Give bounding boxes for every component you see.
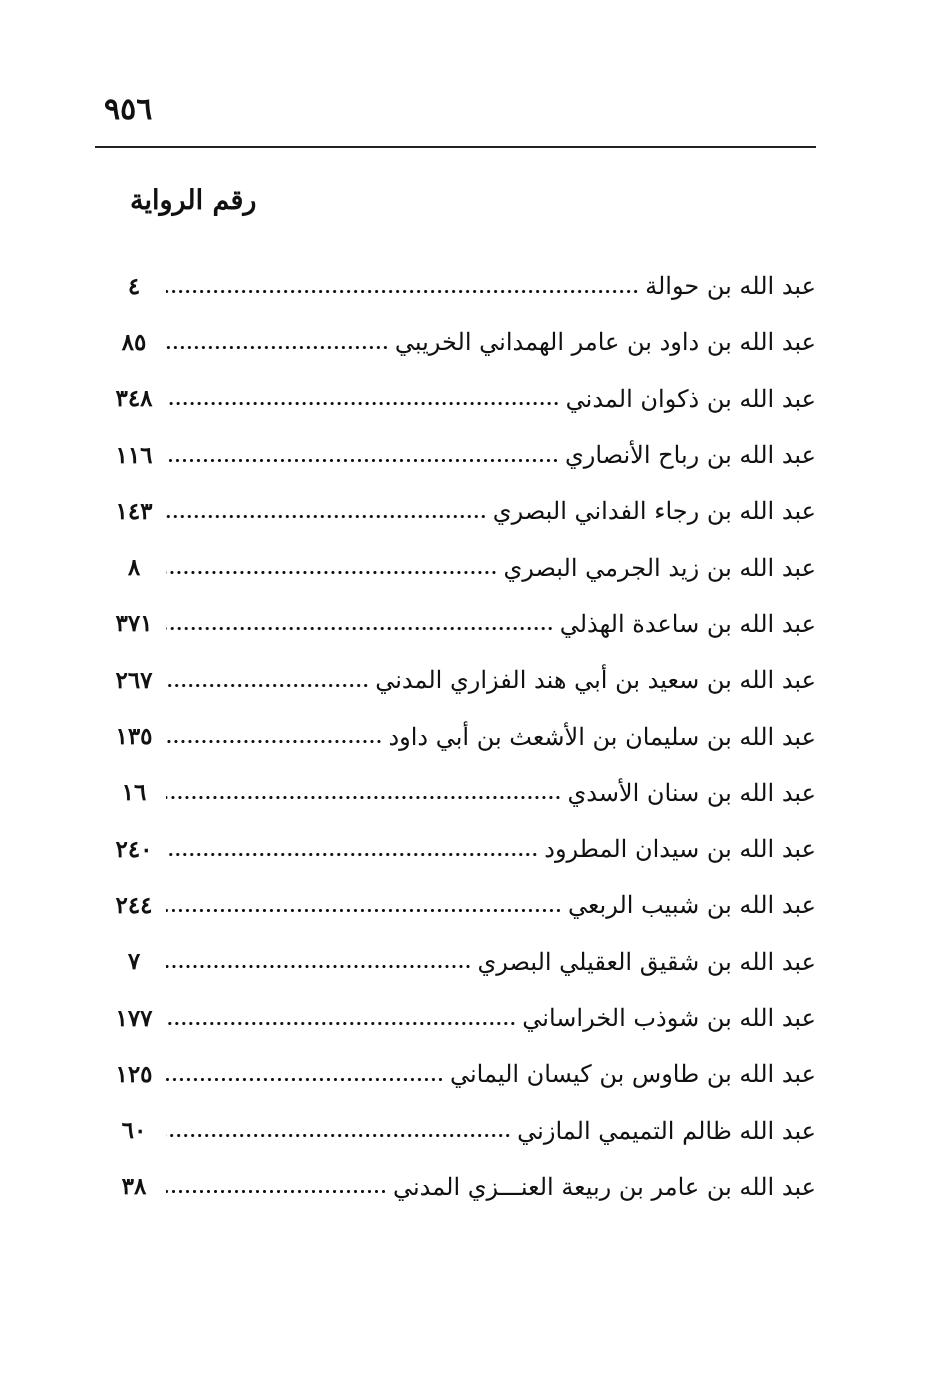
entry-number: ١٢٥	[115, 1060, 153, 1088]
index-entry	[108, 821, 816, 877]
entry-number: ٣٨	[121, 1173, 147, 1201]
entry-number: ٨	[127, 554, 141, 582]
dot-leader	[166, 730, 382, 754]
entry-number: ٢٦٧	[115, 666, 153, 694]
index-entry	[108, 765, 816, 821]
entry-number: ١٣٥	[115, 723, 153, 751]
index-entry	[108, 877, 816, 933]
entry-name: عبد الله بن حوالة	[645, 272, 816, 301]
entry-name: عبد الله بن رجاء الفداني البصري	[492, 497, 816, 526]
entry-name: عبد الله بن طاوس بن كيسان اليماني	[449, 1060, 816, 1089]
entry-number: ٢٤٤	[115, 891, 153, 919]
dot-leader	[166, 504, 487, 528]
index-entries	[108, 258, 816, 1215]
entry-name: عبد الله بن شبيب الربعي	[567, 891, 816, 920]
index-entry	[108, 990, 816, 1046]
index-entry	[108, 934, 816, 990]
entry-name: عبد الله بن سيدان المطرود	[544, 835, 816, 864]
index-entry	[108, 258, 816, 314]
dot-leader	[166, 335, 389, 359]
dot-leader	[166, 1011, 516, 1035]
entry-number: ١٦	[121, 779, 147, 807]
entry-name: عبد الله بن شوذب الخراساني	[522, 1004, 816, 1032]
index-entry	[108, 708, 816, 764]
entry-name: عبد الله بن سنان الأسدي	[567, 778, 816, 807]
entry-number: ١٤٣	[115, 497, 153, 525]
column-heading: رقم الرواية	[130, 185, 257, 216]
index-entry	[108, 596, 816, 652]
index-entry	[108, 652, 816, 708]
entry-name: عبد الله بن ساعدة الهذلي	[559, 609, 816, 638]
entry-number: ١١٦	[115, 441, 153, 469]
dot-leader	[166, 1180, 387, 1204]
dot-leader	[166, 617, 554, 641]
entry-number: ٣٤٨	[115, 385, 153, 413]
index-entry	[108, 539, 816, 595]
entry-number: ٣٧١	[115, 610, 153, 638]
entry-number: ٧	[127, 948, 141, 976]
entry-name: عبد الله ظالم التميمي المازني	[517, 1116, 816, 1145]
index-entry	[108, 1159, 816, 1215]
dot-leader	[166, 898, 562, 922]
page-number: ٩٥٦	[104, 92, 153, 127]
entry-number: ٨٥	[121, 328, 147, 356]
entry-number: ٤	[127, 272, 141, 300]
dot-leader	[166, 842, 538, 866]
entry-name: عبد الله بن زيد الجرمي البصري	[503, 553, 816, 582]
entry-name: عبد الله بن رباح الأنصاري	[564, 441, 816, 470]
index-entry	[108, 314, 816, 370]
entry-name: عبد الله بن ذكوان المدني	[565, 384, 816, 413]
entry-name: عبد الله بن سعيد بن أبي هند الفزاري المدني	[375, 666, 816, 695]
index-entry	[108, 427, 816, 483]
index-entry	[108, 483, 816, 539]
dot-leader	[166, 673, 369, 697]
entry-name: عبد الله بن سليمان بن الأشعث بن أبي داود	[388, 722, 816, 751]
dot-leader	[166, 786, 561, 810]
index-entry	[108, 1102, 816, 1158]
entry-name: عبد الله بن شقيق العقيلي البصري	[477, 947, 816, 976]
index-entry	[108, 1046, 816, 1102]
dot-leader	[166, 1124, 511, 1148]
entry-name: عبد الله بن داود بن عامر الهمداني الخريبي	[394, 328, 816, 357]
dot-leader	[166, 561, 497, 585]
index-entry	[108, 371, 816, 427]
dot-leader	[166, 448, 559, 472]
dot-leader	[166, 279, 639, 303]
dot-leader	[166, 1067, 444, 1091]
entry-number: ٦٠	[121, 1117, 147, 1145]
entry-number: ٢٤٠	[115, 835, 153, 863]
header-rule	[95, 146, 816, 148]
dot-leader	[166, 955, 471, 979]
entry-number: ١٧٧	[115, 1004, 153, 1032]
dot-leader	[166, 392, 560, 416]
entry-name: عبد الله بن عامر بن ربيعة العنـــزي المدني	[393, 1172, 816, 1201]
